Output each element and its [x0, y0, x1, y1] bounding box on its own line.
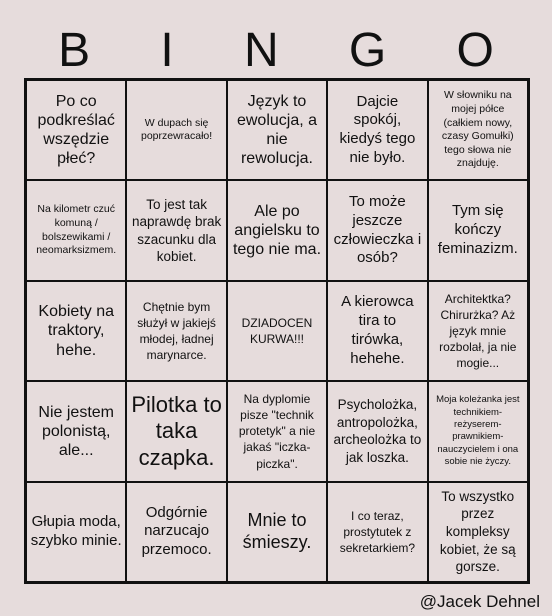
title-letter-g: G [348, 23, 389, 77]
bingo-cell: To wszystko przez kompleksy kobiet, że są gorsze. [428, 482, 528, 582]
bingo-cell: Mnie to śmieszy. [227, 482, 327, 582]
bingo-cell: Odgórnie narzucajo przemoco. [126, 482, 226, 582]
bingo-cell: Po co podkreślać wszędzie płeć? [26, 80, 126, 180]
bingo-title [24, 22, 530, 78]
bingo-cell: W dupach się poprzewracało! [126, 80, 226, 180]
bingo-cell: To może jeszcze człowieczka i osób? [327, 180, 427, 280]
bingo-cell: Pilotka to taka czapka. [126, 381, 226, 481]
bingo-cell: Dajcie spokój, kiedyś tego nie było. [327, 80, 427, 180]
bingo-cell: A kierowca tira to tirówka, hehehe. [327, 281, 427, 381]
bingo-cell: Nie jestem polonistą, ale... [26, 381, 126, 481]
title-letter-b: B [58, 23, 93, 77]
bingo-cell: Kobiety na traktory, hehe. [26, 281, 126, 381]
bingo-cell: Psycholożka, antropolożka, archeolożka to jak loszka. [327, 381, 427, 481]
bingo-cell: Na kilometr czuć komuną / bolszewikami / neomarksizmem. [26, 180, 126, 280]
bingo-cell: Ale po angielsku to tego nie ma. [227, 180, 327, 280]
bingo-cell: Głupia moda, szybko minie. [26, 482, 126, 582]
bingo-cell: DZIADOCEN KURWA!!! [227, 281, 327, 381]
bingo-cell: Moja koleżanka jest technikiem-reżyserem-prawnikiem-nauczycielem i ona sobie nie życzy. [428, 381, 528, 481]
bingo-cell: Na dyplomie pisze "technik protetyk" a nie jakaś "iczka-piczka". [227, 381, 327, 481]
bingo-cell: To jest tak naprawdę brak szacunku dla kobiet. [126, 180, 226, 280]
bingo-cell: Tym się kończy feminazizm. [428, 180, 528, 280]
title-letter-o: O [456, 23, 496, 77]
bingo-cell: I co teraz, prostytutek z sekretarkiem? [327, 482, 427, 582]
bingo-cell: Język to ewolucja, a nie rewolucja. [227, 80, 327, 180]
bingo-cell: Architektka? Chirurżka? Aż język mnie rozbolał, ja nie mogie... [428, 281, 528, 381]
title-letter-n: N [243, 23, 281, 77]
author-credit: @Jacek Dehnel [419, 592, 540, 611]
bingo-cell: Chętnie bym służył w jakiejś młodej, ładnej marynarce. [126, 281, 226, 381]
bingo-grid [24, 78, 530, 584]
title-letter-i: I [160, 23, 176, 77]
bingo-cell: W słowniku na mojej półce (całkiem nowy, czasy Gomułki) tego słowa nie znajduję. [428, 80, 528, 180]
